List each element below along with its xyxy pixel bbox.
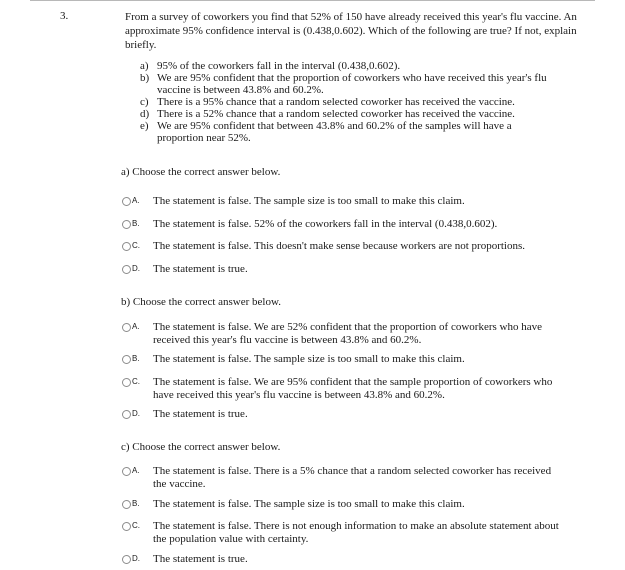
option-letter: C. <box>132 377 140 386</box>
option-text: The statement is true. <box>153 408 248 420</box>
radio-button[interactable] <box>122 555 131 564</box>
part-b-option-b[interactable] <box>122 353 562 366</box>
part-a-option-c[interactable] <box>122 240 562 253</box>
radio-button[interactable] <box>122 323 131 332</box>
part-c-option-b[interactable] <box>122 498 562 511</box>
top-rule <box>30 0 595 1</box>
option-text: The statement is false. This doesn't make sense because workers are not proportions. <box>153 240 526 252</box>
radio-button[interactable] <box>122 355 131 364</box>
radio-button[interactable] <box>122 378 131 387</box>
question-number: 3. <box>60 10 69 22</box>
statement-letter: a) <box>140 60 149 72</box>
option-text: The statement is true. <box>153 263 248 275</box>
option-letter: A. <box>132 196 140 205</box>
statement-d <box>140 108 560 120</box>
option-text: The statement is false. We are 52% confident that the proportion of coworkers who have received this year's flu vaccine is between 43.8% and 60.2%. <box>153 321 542 346</box>
radio-button[interactable] <box>122 500 131 509</box>
statement-text: There is a 95% chance that a random selected coworker has received the vaccine. <box>157 96 515 108</box>
part-a-option-b[interactable] <box>122 218 562 231</box>
part-b-title: b) Choose the correct answer below. <box>121 296 281 308</box>
statement-text: We are 95% confident that between 43.8% and 60.2% of the samples will have a proportion near 52%. <box>157 120 512 144</box>
option-letter: D. <box>132 409 140 418</box>
radio-button[interactable] <box>122 197 131 206</box>
option-text: The statement is false. We are 95% confident that the sample proportion of coworkers who have received this year's flu vaccine is between 43.8% and 60.2%. <box>153 376 553 401</box>
option-letter: B. <box>132 499 140 508</box>
statement-letter: d) <box>140 108 150 120</box>
radio-button[interactable] <box>122 522 131 531</box>
option-text: The statement is false. The sample size is too small to make this claim. <box>153 353 465 365</box>
part-a-option-d[interactable] <box>122 263 562 276</box>
part-c-title: c) Choose the correct answer below. <box>121 441 281 453</box>
option-letter: B. <box>132 219 140 228</box>
option-text: The statement is true. <box>153 553 248 565</box>
radio-button[interactable] <box>122 265 131 274</box>
statement-e <box>140 120 560 144</box>
statement-text: There is a 52% chance that a random selected coworker has received the vaccine. <box>157 108 515 120</box>
part-a-title: a) Choose the correct answer below. <box>121 166 281 178</box>
option-letter: B. <box>132 354 140 363</box>
option-letter: C. <box>132 521 140 530</box>
part-c-option-a[interactable] <box>122 465 562 491</box>
statement-text: We are 95% confident that the proportion of coworkers who have received this year's flu vaccine is between 43.8% and 60.2%. <box>157 72 547 96</box>
radio-button[interactable] <box>122 220 131 229</box>
statement-letter: c) <box>140 96 149 108</box>
part-a-option-a[interactable] <box>122 195 562 208</box>
statement-text: 95% of the coworkers fall in the interval (0.438,0.602). <box>157 60 401 72</box>
part-b-option-a[interactable] <box>122 321 562 347</box>
option-text: The statement is false. There is a 5% chance that a random selected coworker has received the vaccine. <box>153 465 552 490</box>
option-text: The statement is false. 52% of the coworkers fall in the interval (0.438,0.602). <box>153 218 498 230</box>
statement-list <box>140 60 560 144</box>
statement-letter: b) <box>140 72 150 84</box>
option-text: The statement is false. There is not enough information to make an absolute statement about the population value with certainty. <box>153 520 559 545</box>
radio-button[interactable] <box>122 410 131 419</box>
radio-button[interactable] <box>122 242 131 251</box>
option-letter: A. <box>132 322 140 331</box>
part-c-option-d[interactable] <box>122 553 562 566</box>
option-text: The statement is false. The sample size is too small to make this claim. <box>153 195 465 207</box>
statement-c <box>140 96 560 108</box>
statement-b <box>140 72 560 96</box>
option-text: The statement is false. The sample size is too small to make this claim. <box>153 498 465 510</box>
question-stem: From a survey of coworkers you find that 52% of 150 have already received this year's flu vaccine. An approximate 95% confidence interval is (0.438,0.602). Which of the following are true? If not, explain briefly. <box>125 11 577 51</box>
statement-a <box>140 60 560 72</box>
statement-letter: e) <box>140 120 149 132</box>
option-letter: C. <box>132 241 140 250</box>
option-letter: D. <box>132 554 140 563</box>
part-b-option-c[interactable] <box>122 376 562 402</box>
option-letter: A. <box>132 466 140 475</box>
option-letter: D. <box>132 264 140 273</box>
part-b-option-d[interactable] <box>122 408 562 421</box>
radio-button[interactable] <box>122 467 131 476</box>
part-c-option-c[interactable] <box>122 520 562 546</box>
